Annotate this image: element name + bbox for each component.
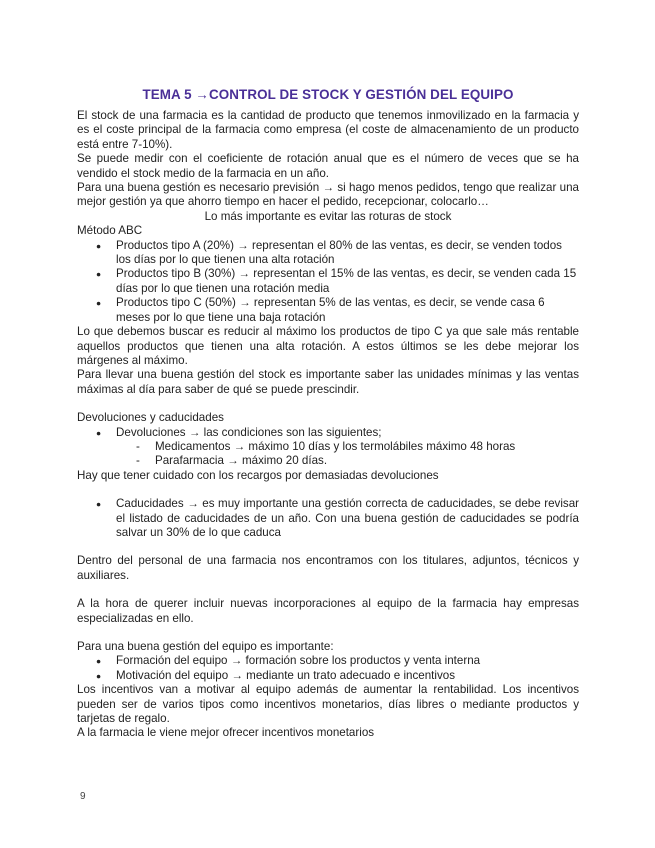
equipo-heading: Para una buena gestión del equipo es importante: <box>77 640 334 653</box>
equipo-list <box>77 654 579 683</box>
abc-list <box>77 239 579 325</box>
incentivos-paragraph: Los incentivos van a motivar al equipo además de aumentar la rentabilidad. Los incentivos pueden ser de varios tipos como incentivos monetarios, días libres o mediante productos y tarjetas de regalo. <box>77 683 579 726</box>
spacer <box>77 397 579 411</box>
abc-conclusion-paragraph: Lo que debemos buscar es reducir al máximo los productos de tipo C ya que sale más rentable aquellos productos que tienen una alta rotación. A estos últimos se les debe mejorar los márgenes al máximo. <box>77 325 579 367</box>
devoluciones-note: Hay que tener cuidado con los recargos por demasiadas devoluciones <box>77 468 439 482</box>
caducidades-item: ● Caducidades → es muy importante una gestión correcta de caducidades, se debe revisar el listado de caducidades de un año. Con una buena gestión de caducidades se podría salvar un 30% de lo que caduca <box>77 497 579 540</box>
page-content <box>77 86 579 741</box>
devoluciones-item <box>77 426 579 469</box>
abc-item-b: ● Productos tipo B (30%) → representan el 15% de las ventas, es decir, se venden cada 15 días por lo que tienen una rotación media <box>77 267 579 296</box>
intro-paragraph-prevision: Para una buena gestión es necesario previsión → si hago menos pedidos, tengo que realizar una mejor gestión ya que ahorro tiempo en hacer el pedido, recepcionar, colocarlo… <box>77 181 579 209</box>
devoluciones-subitem-medicamentos: - Medicamentos → máximo 10 días y los termolábiles máximo 48 horas <box>116 440 579 454</box>
spacer <box>77 626 579 640</box>
incorporaciones-paragraph: A la hora de querer incluir nuevas incorporaciones al equipo de la farmacia hay empresas especializadas en ello. <box>77 597 579 625</box>
abc-heading: Método ABC <box>77 224 143 238</box>
devoluciones-sublist <box>116 440 579 469</box>
equipo-item-formacion: ● Formación del equipo → formación sobre los productos y venta interna <box>77 654 579 668</box>
caducidades-list <box>77 497 579 540</box>
incentivos-conclusion: A la farmacia le viene mejor ofrecer incentivos monetarios <box>77 726 375 740</box>
devoluciones-list <box>77 426 579 469</box>
spacer <box>77 583 579 597</box>
stock-management-paragraph: Para llevar una buena gestión del stock es importante saber las unidades mínimas y las ventas máximas al día para saber de qué se puede prescindir. <box>77 368 579 396</box>
page-title: TEMA 5 →CONTROL DE STOCK Y GESTIÓN DEL EQUIPO <box>142 87 514 102</box>
intro-paragraph-stock: El stock de una farmacia es la cantidad de producto que tenemos inmovilizado en la farmacia y es el coste principal de la farmacia como empresa (el coste de almacenamiento de un producto está entre 7-10%). <box>77 109 579 151</box>
spacer <box>77 540 579 554</box>
abc-item-a: ● Productos tipo A (20%) → representan el 80% de las ventas, es decir, se venden todos los días por lo que tienen una alta rotación <box>77 239 579 268</box>
intro-paragraph-rotacion: Se puede medir con el coeficiente de rotación anual que es el número de veces que se ha vendido el stock medio de la farmacia en un año. <box>77 152 579 180</box>
highlight-line: Lo más importante es evitar las roturas de stock <box>204 209 452 223</box>
devoluciones-item-text: Devoluciones → las condiciones son las siguientes; <box>116 425 382 439</box>
abc-item-c: ● Productos tipo C (50%) → representan 5% de las ventas, es decir, se vende casa 6 meses por lo que tiene una baja rotación <box>77 296 579 325</box>
devoluciones-heading: Devoluciones y caducidades <box>77 411 224 425</box>
page-number: 9 <box>80 791 86 802</box>
spacer <box>77 483 579 497</box>
devoluciones-subitem-parafarmacia: - Parafarmacia → máximo 20 días. <box>116 454 579 468</box>
equipo-item-motivacion: ● Motivación del equipo → mediante un trato adecuado e incentivos <box>77 669 579 683</box>
personal-paragraph: Dentro del personal de una farmacia nos encontramos con los titulares, adjuntos, técnicos y auxiliares. <box>77 554 579 582</box>
